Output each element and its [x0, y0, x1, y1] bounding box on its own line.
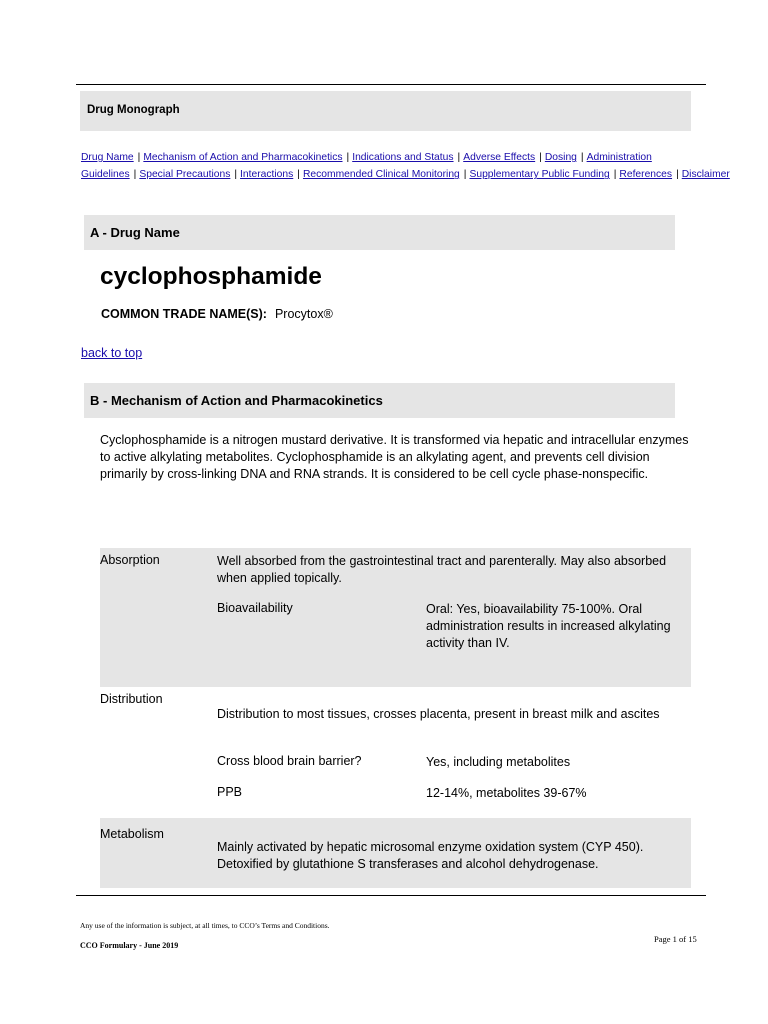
section-nav [81, 149, 730, 184]
formulary-date: CCO Formulary - June 2019 [80, 941, 179, 950]
section-a-heading: A - Drug Name [90, 225, 180, 240]
nav-link-interactions[interactable]: Interactions [240, 169, 294, 181]
nav-link-monitoring[interactable]: Recommended Clinical Monitoring [302, 169, 460, 181]
bbb-label: Cross blood brain barrier? [217, 754, 362, 768]
nav-separator: | [539, 152, 542, 163]
nav-link-drug-name[interactable]: Drug Name [81, 152, 134, 163]
metabolism-row [100, 818, 691, 888]
distribution-label: Distribution [100, 692, 163, 706]
document-header [80, 91, 691, 131]
trade-names [101, 307, 333, 321]
nav-link-indications[interactable]: Indications and Status [352, 152, 454, 163]
nav-link-references[interactable]: References [619, 169, 673, 181]
nav-link-dosing[interactable]: Dosing [544, 152, 577, 163]
page-number: Page 1 of 15 [654, 934, 697, 944]
metabolism-text: Mainly activated by hepatic microsomal enzyme oxidation system (CYP 450). Detoxified by glutathione S transferases and alcohol dehydrogenase. [217, 840, 644, 872]
nav-separator: | [297, 169, 300, 181]
nav-link-administration[interactable]: Administration Guidelines [81, 152, 652, 181]
section-b-header [84, 383, 675, 418]
nav-separator: | [463, 169, 467, 181]
nav-separator: | [580, 152, 584, 163]
section-a-header [84, 215, 675, 250]
nav-link-adverse-effects[interactable]: Adverse Effects [463, 152, 536, 163]
nav-separator: | [346, 152, 350, 163]
nav-separator: | [676, 169, 679, 181]
distribution-row [100, 687, 691, 818]
terms-note: Any use of the information is subject, at all times, to CCO’s Terms and Conditions. [80, 921, 330, 930]
nav-link-special-precautions[interactable]: Special Precautions [139, 169, 231, 181]
nav-separator: | [133, 169, 137, 181]
top-rule [76, 84, 706, 85]
mechanism-paragraph: Cyclophosphamide is a nitrogen mustard derivative. It is transformed via hepatic and intracellular enzymes to active alkylating metabolites. Cyclophosphamide is an alkylating agent, and prevents cell division primarily by cross-linking DNA and RNA strands. It is considered to be cell cycle phase-nonspecific. [100, 433, 689, 482]
absorption-row [100, 548, 691, 687]
trade-name-value: Procytox® [274, 307, 333, 321]
nav-link-mechanism[interactable]: Mechanism of Action and Pharmacokinetics [143, 152, 343, 163]
bioavailability-value: Oral: Yes, bioavailability 75-100%. Oral administration results in increased alkylating activity than IV. [426, 602, 671, 651]
nav-separator: | [613, 169, 617, 181]
ppb-label: PPB [217, 785, 243, 799]
nav-separator: | [137, 152, 141, 163]
bbb-value: Yes, including metabolites [426, 755, 571, 769]
document-title: Drug Monograph [87, 104, 180, 116]
nav-link-public-funding[interactable]: Supplementary Public Funding [469, 169, 610, 181]
bottom-rule [76, 895, 706, 896]
section-b-heading: B - Mechanism of Action and Pharmacokinetics [90, 393, 383, 408]
metabolism-label: Metabolism [100, 827, 164, 841]
drug-name: cyclophosphamide [100, 263, 322, 290]
nav-link-disclaimer[interactable]: Disclaimer [681, 169, 730, 181]
ppb-value: 12-14%, metabolites 39-67% [426, 786, 587, 800]
trade-name-label: COMMON TRADE NAME(S): [101, 307, 267, 321]
absorption-text: Well absorbed from the gastrointestinal tract and parenterally. May also absorbed when applied topically. [217, 554, 667, 586]
back-to-top-link[interactable]: back to top [81, 346, 143, 360]
nav-separator: | [457, 152, 461, 163]
absorption-label: Absorption [100, 553, 160, 567]
nav-separator: | [234, 169, 238, 181]
distribution-text: Distribution to most tissues, crosses placenta, present in breast milk and ascites [217, 707, 660, 721]
bioavailability-label: Bioavailability [217, 601, 293, 615]
